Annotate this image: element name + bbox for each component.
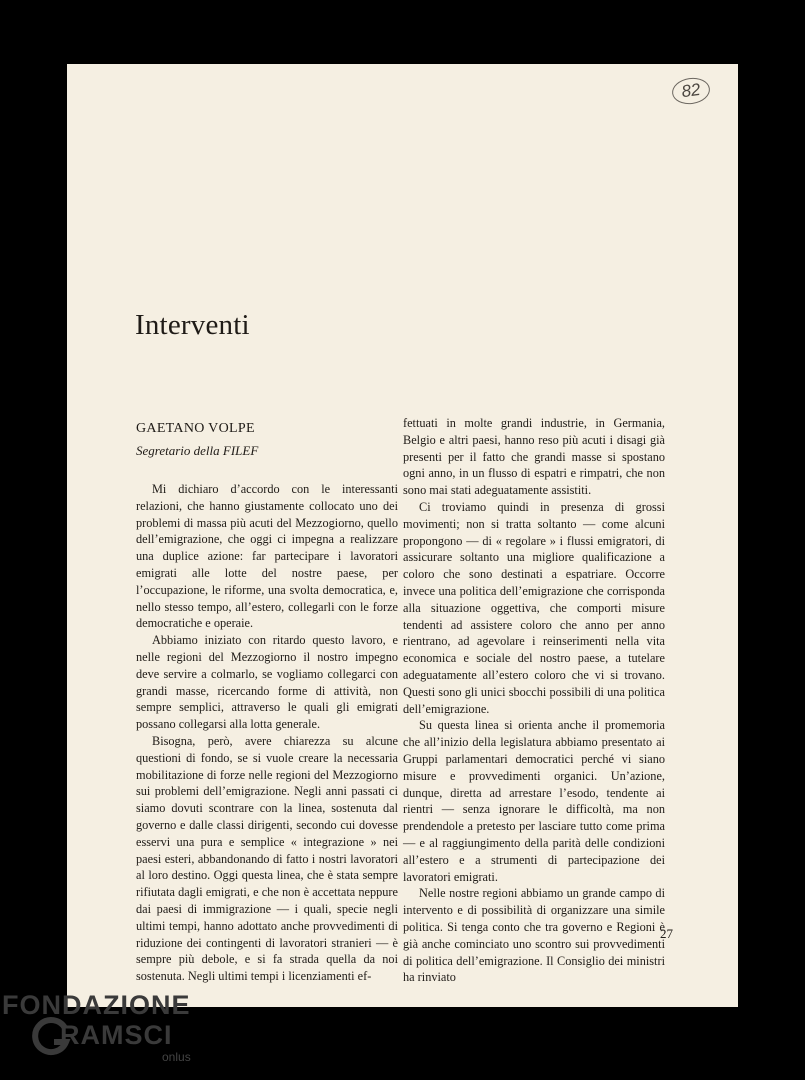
paragraph: Ci troviamo quindi in presenza di grossi movimenti; non si tratta soltanto — come alcuni propongono — di « regolare » i flussi emigratori, di assicurare soltanto una migliore qualificazione a coloro che sono destinati a espatriare. Occorre invece una politica dell’emigrazione che corrisponda alla situazione oggettiva, che comporti misure tendenti ad assistere coloro che anno per anno rientrano, ad agevolare i reinserimenti nella vita economica e sociale del nostro paese, a tutelare adeguatamente all’estero coloro che vi si trovano. Questi sono gli unici sbocchi possibili di una politica dell’emigrazione. <box>403 499 665 716</box>
watermark-line2: RAMSCI <box>60 1020 173 1050</box>
paragraph: Mi dichiaro d’accordo con le interessanti relazioni, che hanno giustamente collocato uno dei problemi di massa più acuti del Mezzogiorno, quello dell’emigrazione, che oggi ci impegna a realizzare una duplice azione: far partecipare i lavoratori emigrati alle lotte del nostre paese, per l’occupazione, le riforme, una svolta democratica, e, nello stesso tempo, all’estero, collegarli con le forze democratiche e operaie. <box>136 482 398 631</box>
paragraph: Nelle nostre regioni abbiamo un grande campo di intervento e di possibilità di organizzare una simile politica. Si tenga conto che tra governo e Regioni è già anche cominciato uno scontro sui provvedimenti di politica dell’emigrazione. Il Consiglio dei ministri ha rinviato <box>403 886 665 985</box>
section-title: Interventi <box>135 309 250 341</box>
author-name: GAETANO VOLPE <box>136 421 255 436</box>
paragraph: Bisogna, però, avere chiarezza su alcune questioni di fondo, se si vuole creare la necessaria mobilitazione di forze nelle regioni del Mezzogiorno sui problemi dell’emigrazione. Negli anni passati ci siamo dovuti scontrare con la linea, sostenuta dal governo e dalle classi dirigenti, secondo cui dovesse esservi una pura e semplice « integrazione » nei paesi esteri, abbandonando di fatto i nostri lavoratori al loro destino. Oggi questa linea, che è stata sempre rifiutata dagli emigrati, e che non è accettata neppure dai paesi di immigrazione — i quali, specie negli ultimi tempi, hanno adottato anche provvedimenti di riduzione dei contingenti di lavoratori stranieri — è sempre più debole, e si fa strada quella da noi sostenuta. Negli ultimi tempi i licenziamenti ef- <box>136 733 398 984</box>
paragraph: Abbiamo iniziato con ritardo questo lavoro, e nelle regioni del Mezzogiorno il nostro impegno deve servire a colmarlo, se vogliamo collegarci con grandi masse, ricercando forme di attività, non sempre semplici, attraverso le quali gli emigrati possano collegarsi alla lotta generale. <box>136 633 398 732</box>
left-column <box>136 416 398 985</box>
fondazione-gramsci-watermark <box>2 990 232 1080</box>
author-role: Segretario della FILEF <box>136 443 259 458</box>
archive-number-text: 82 <box>680 79 702 102</box>
paragraph: Su questa linea si orienta anche il promemoria che all’inizio della legislatura abbiamo presentato ai Gruppi parlamentari democratici perché vi siano misure e provvedimenti organici. Un’azione, dunque, diretta ad arrestare l’esodo, tendente ai rientri — senza ignorare le difficoltà, ma non prendendole a pretesto per lasciare tutto come prima — e al raggiungimento della parità delle condizioni all’estero e a strumenti di partecipazione dei lavoratori emigrati. <box>403 718 665 884</box>
watermark-line1: FONDAZIONE <box>2 990 191 1020</box>
paragraph-continuation: fettuati in molte grandi industrie, in Germania, Belgio e altri paesi, hanno reso più acuti i disagi già presenti per il fatto che grandi masse si spostano ogni anno, in un flusso di espatri e rimpatri, che non sono mai stati adeguatamente assistiti. <box>403 416 665 498</box>
archive-number-stamp <box>670 75 711 106</box>
watermark-sub: onlus <box>162 1050 191 1064</box>
right-column <box>403 415 665 986</box>
document-page <box>67 64 738 1007</box>
page-number: 27 <box>660 926 673 941</box>
